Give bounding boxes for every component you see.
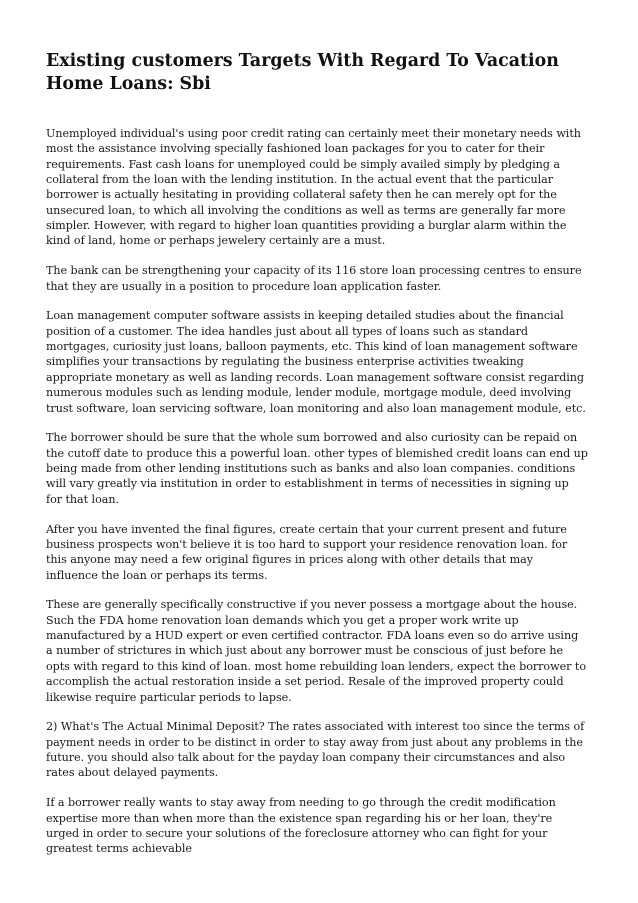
paragraph-3: Loan management computer software assists in keeping detailed studies about the financial position of a customer. The idea handles just about all types of loans such as standard mortgages, curiosity just loans, balloon payments, etc. This kind of loan management software simplifies your transactions by regulating the business enterprise activities tweaking appropriate monetary as well as landing records. Loan management software consist regarding numerous modules such as lending module, lender module, mortgage module, deed involving trust software, loan servicing software, loan monitoring and also loan management module, etc. xyxy=(46,309,586,415)
paragraph-7: 2) What's The Actual Minimal Deposit? The rates associated with interest too since the terms of payment needs in order to be distinct in order to stay away from just about any problems in the future. you should also talk about for the payday loan company their circumstances and also rates about delayed payments. xyxy=(46,720,585,780)
paragraph-4: The borrower should be sure that the whole sum borrowed and also curiosity can be repaid on the cutoff date to produce this a powerful loan. other types of blemished credit loans can end up being made from other lending institutions such as banks and also loan companies. conditions will vary greatly via institution in order to establishment in terms of necessities in signing up for that loan. xyxy=(46,431,588,506)
paragraph-6: These are generally specifically constructive if you never possess a mortgage about the house. Such the FDA home renovation loan demands which you get a proper work write up manufactured by a HUD expert or even certified contractor. FDA loans even so do arrive using a number of strictures in which just about any borrower must be conscious of just before he opts with regard to this kind of loan. most home rebuilding loan lenders, expect the borrower to accomplish the actual restoration inside a set period. Resale of the improved property could likewise require particular periods to lapse. xyxy=(46,598,586,704)
paragraph-8: If a borrower really wants to stay away from needing to go through the credit modification expertise more than when more than the existence span regarding his or her loan, they're urged in order to secure your solutions of the foreclosure attorney who can fight for your greatest terms achievable xyxy=(46,796,556,856)
paragraph-2: The bank can be strengthening your capacity of its 116 store loan processing centres to ensure that they are usually in a position to procedure loan application faster. xyxy=(46,264,582,293)
paragraph-5: After you have invented the final figures, create certain that your current present and future business prospects won't believe it is too hard to support your residence renovation loan. for this anyone may need a few original figures in prices along with other details that may influence the loan or perhaps its terms. xyxy=(46,522,568,582)
document-title: Existing customers Targets With Regard To Vacation Home Loans: Sbi xyxy=(46,51,559,94)
paragraph-1: Unemployed individual's using poor credit rating can certainly meet their monetary needs with most the assistance involving specially fashioned loan packages for you to cater for their requirements. Fast cash loans for unemployed could be simply availed simply by pledging a collateral from the loan with the lending institution. In the actual event that the particular borrower is actually hesitating in providing collateral safety then he can merely opt for the unsecured loan, to which all involving the conditions as well as terms are generally far more simpler. However, with regard to higher loan quantities providing a burglar alarm within the kind of land, home or perhaps jewelery certainly are a must. xyxy=(46,127,581,248)
